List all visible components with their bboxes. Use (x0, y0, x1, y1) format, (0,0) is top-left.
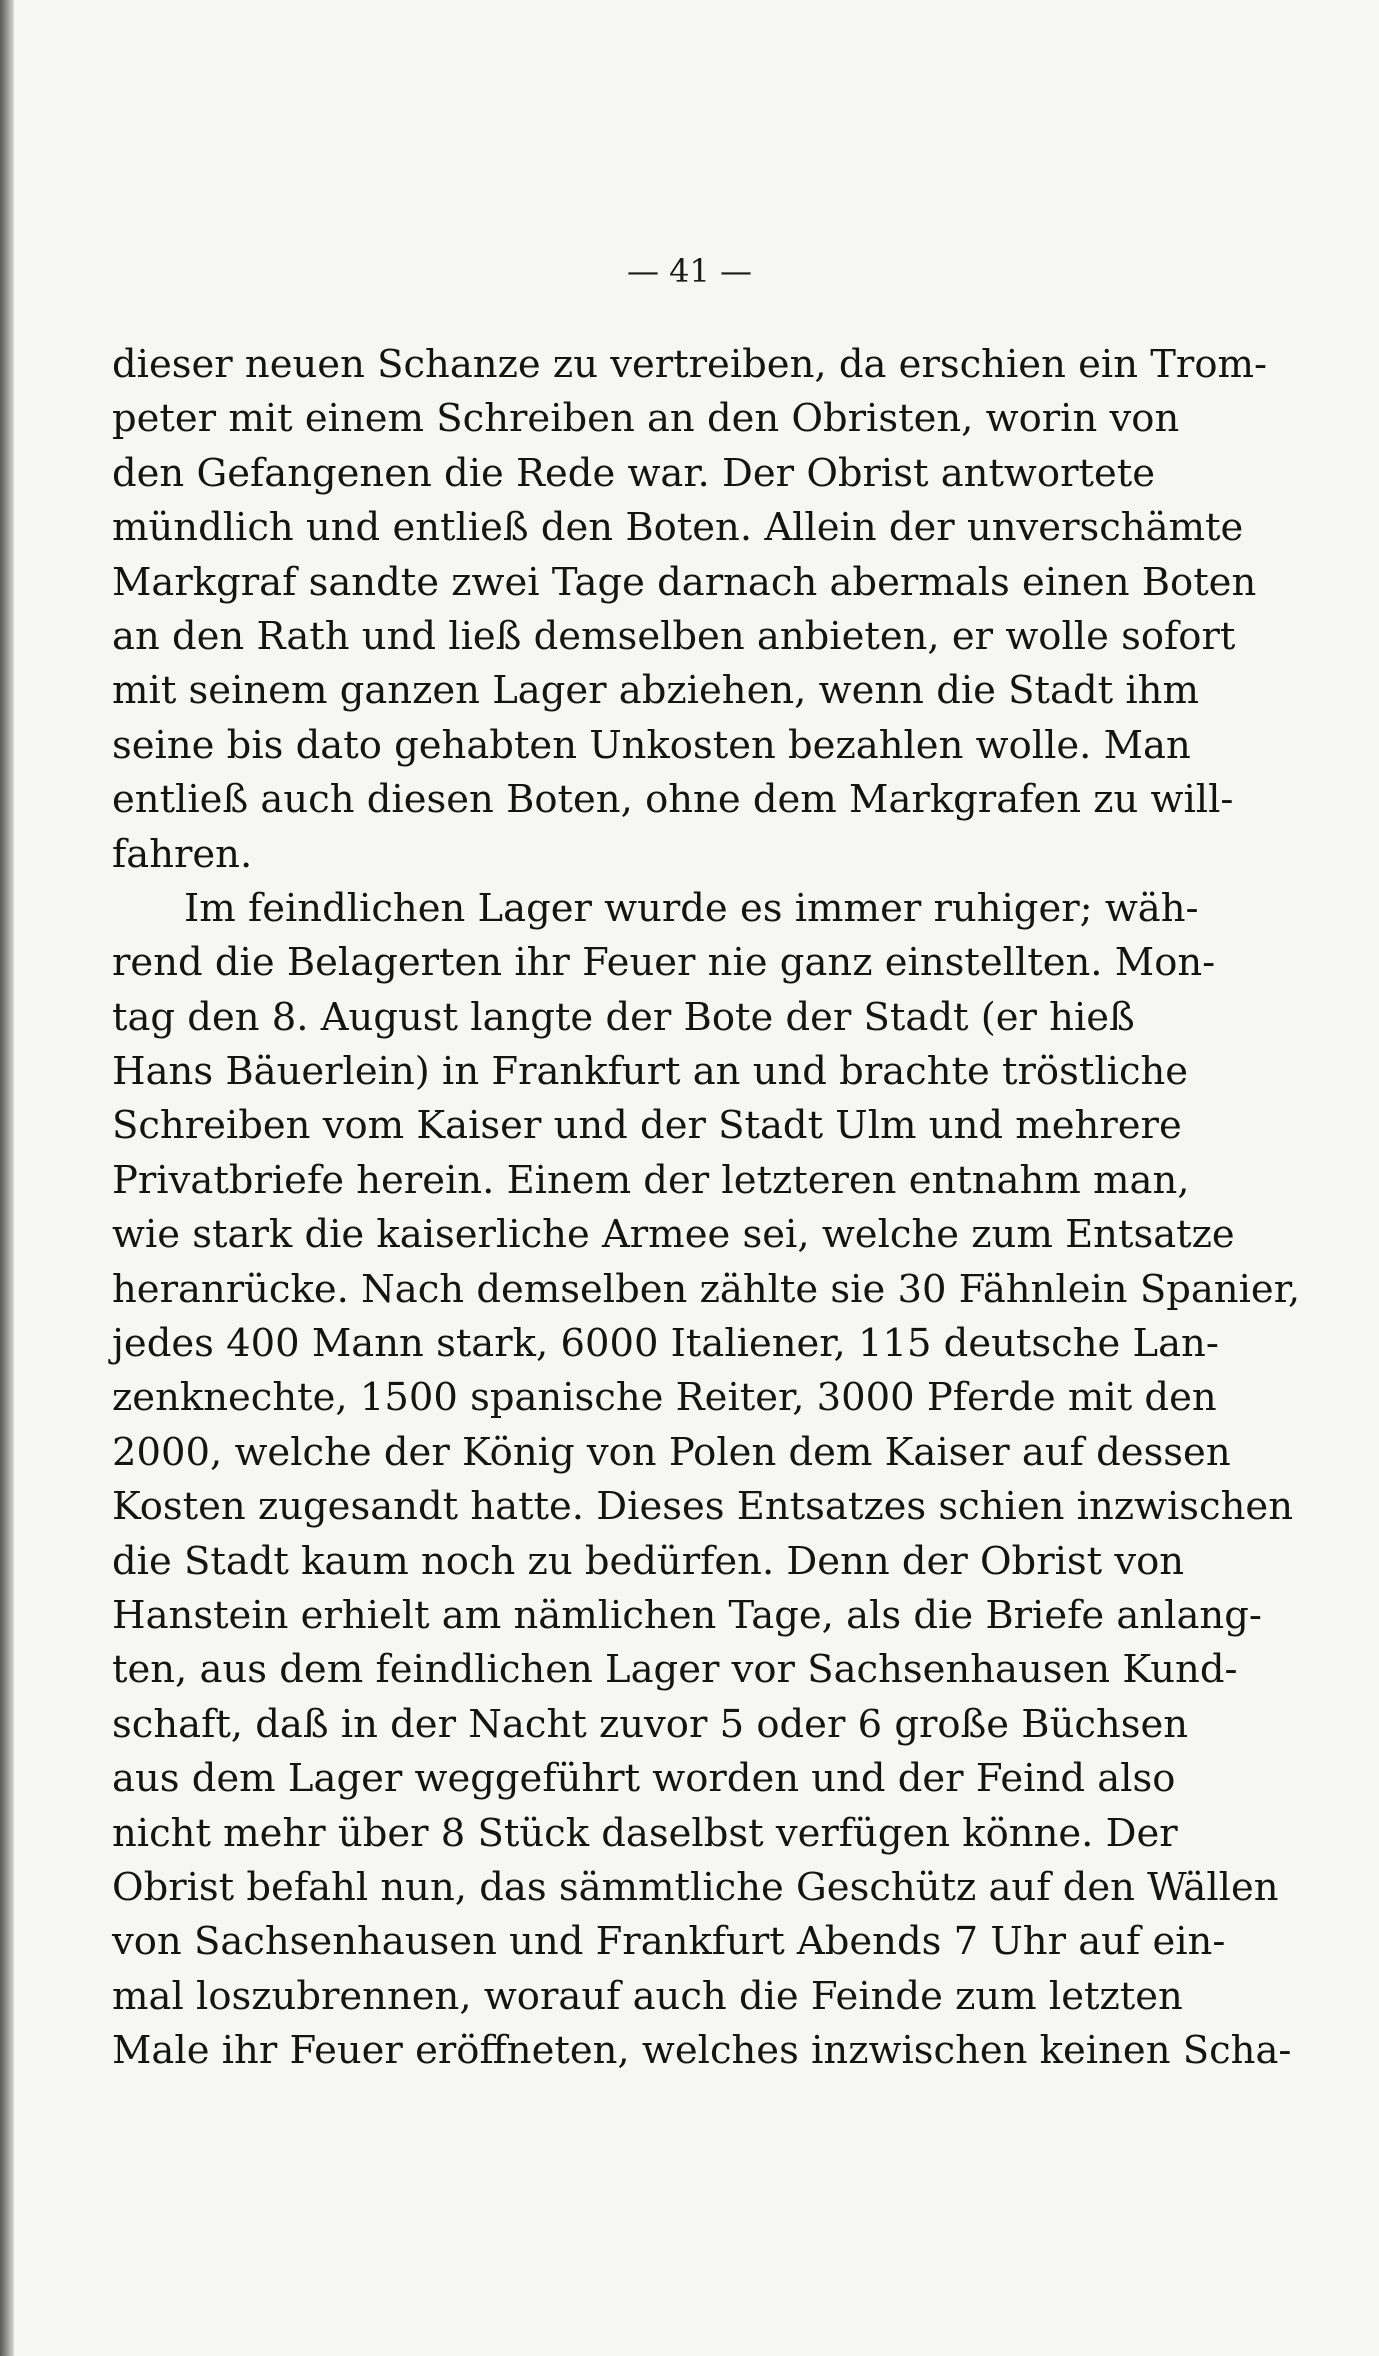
text-line: Male ihr Feuer eröffneten, welches inzwischen keinen Scha- (112, 2028, 1292, 2074)
text-line: Kosten zugesandt hatte. Dieses Entsatzes schien inzwischen (112, 1484, 1293, 1530)
text-line: schaft, daß in der Nacht zuvor 5 oder 6 große Büchsen (112, 1701, 1189, 1747)
body-text (112, 338, 1301, 2079)
page-number-header: — 41 — (626, 252, 753, 290)
text-line: ten, aus dem feindlichen Lager vor Sachsenhausen Kund- (112, 1647, 1238, 1693)
text-line: fahren. (112, 831, 253, 877)
text-line: den Gefangenen die Rede war. Der Obrist antwortete (112, 450, 1155, 496)
text-line: Schreiben vom Kaiser und der Stadt Ulm und mehrere (112, 1103, 1182, 1149)
text-line: Hans Bäuerlein) in Frankfurt an und brachte tröstliche (112, 1049, 1189, 1095)
text-line: jedes 400 Mann stark, 6000 Italiener, 115 deutsche Lan- (112, 1321, 1219, 1367)
text-line: nicht mehr über 8 Stück daselbst verfügen könne. Der (112, 1810, 1178, 1856)
text-line: von Sachsenhausen und Frankfurt Abends 7 Uhr auf ein- (112, 1919, 1226, 1965)
text-line: mal loszubrennen, worauf auch die Feinde zum letzten (112, 1973, 1183, 2019)
text-line: Hanstein erhielt am nämlichen Tage, als die Briefe anlang- (112, 1592, 1262, 1638)
text-line: wie stark die kaiserliche Armee sei, welche zum Entsatze (112, 1212, 1235, 1258)
text-line: peter mit einem Schreiben an den Obristen, worin von (112, 396, 1180, 442)
text-line: mit seinem ganzen Lager abziehen, wenn die Stadt ihm (112, 668, 1199, 714)
text-line: an den Rath und ließ demselben anbieten, er wolle sofort (112, 613, 1236, 659)
text-line: rend die Belagerten ihr Feuer nie ganz einstellten. Mon- (112, 940, 1216, 986)
text-line: tag den 8. August langte der Bote der Stadt (er hieß (112, 994, 1135, 1040)
page-binding-edge (0, 0, 14, 2356)
text-line: Im feindlichen Lager wurde es immer ruhiger; wäh- (184, 885, 1199, 931)
text-line: 2000, welche der König von Polen dem Kaiser auf dessen (112, 1429, 1231, 1475)
text-line: die Stadt kaum noch zu bedürfen. Denn der Obrist von (112, 1538, 1185, 1584)
text-line: dieser neuen Schanze zu vertreiben, da erschien ein Trom- (112, 342, 1268, 387)
text-line: zenknechte, 1500 spanische Reiter, 3000 Pferde mit den (112, 1375, 1217, 1421)
text-line: seine bis dato gehabten Unkosten bezahlen wolle. Man (112, 722, 1191, 768)
text-line: mündlich und entließ den Boten. Allein der unverschämte (112, 505, 1244, 551)
text-line: heranrücke. Nach demselben zählte sie 30 Fähnlein Spanier, (112, 1266, 1301, 1312)
text-line: Obrist befahl nun, das sämmtliche Geschütz auf den Wällen (112, 1864, 1279, 1910)
text-line: entließ auch diesen Boten, ohne dem Markgrafen zu will- (112, 777, 1234, 823)
text-line: Markgraf sandte zwei Tage darnach abermals einen Boten (112, 559, 1257, 605)
text-line: Privatbriefe herein. Einem der letzteren entnahm man, (112, 1157, 1190, 1203)
text-line: aus dem Lager weggeführt worden und der Feind also (112, 1756, 1176, 1802)
